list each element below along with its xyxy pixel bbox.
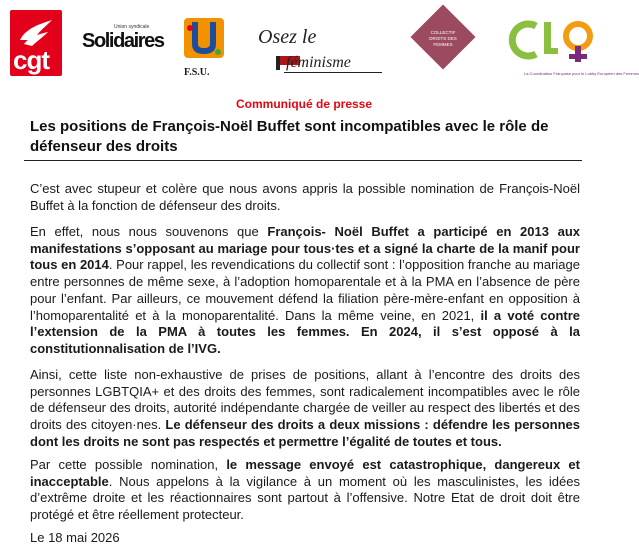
feminisme-logo-text: féminisme bbox=[286, 54, 351, 71]
page-title: Les positions de François-Noël Buffet sont incompatibles avec le rôle de défenseur des droits bbox=[30, 118, 549, 155]
cgt-logo bbox=[10, 10, 62, 76]
paragraph-2-bold: il a voté contre l’extension de la PMA à toutes les femmes. En 2024, il s’est opposé à la constitutionnalisation de l’IVG. bbox=[30, 307, 581, 356]
clf-logo bbox=[508, 16, 639, 76]
paragraph-3-bold: Le défenseur des droits a deux missions : défendre les personnes dont les droits ne sont pas respectés et permettre l’égalité de toutes et tous. bbox=[30, 417, 580, 449]
solidaires-logo-text: Solidaires bbox=[82, 30, 164, 52]
title-divider bbox=[24, 160, 582, 161]
paragraph-2 bbox=[30, 224, 580, 358]
release-date: Le 18 mai 2026 bbox=[30, 530, 120, 545]
paragraph-4 bbox=[30, 457, 580, 524]
fsu-logo-text: F.S.U. bbox=[184, 67, 210, 78]
droits-des-femmes-logo bbox=[412, 6, 474, 68]
paragraph-4-bold: le message envoyé est catastrophique, dangereux et inacceptable bbox=[30, 457, 580, 489]
paragraph-3 bbox=[30, 367, 580, 451]
osez-le-feminisme-logo bbox=[258, 26, 384, 76]
cgt-logo-text: cgt bbox=[13, 45, 49, 75]
paragraph-1: C’est avec stupeur et colère que nous avons appris la possible nomination de François-Noël Buffet à la fonction de défenseur des droits. bbox=[30, 181, 580, 213]
paragraph-3-text: Ainsi, cette liste non-exhaustive de prises de positions, allant à l’encontre des droits des personnes LGBTQIA+ et des droits des femmes, sont radicalement incompatibles avec le rôle de défenseur des droits, autorité indépendante chargée de veiller au respect des libertés et des droits des citoyen·nes. bbox=[30, 367, 580, 433]
osez-logo-text: Osez le bbox=[258, 26, 317, 48]
clf-letters-icon bbox=[508, 16, 604, 66]
paragraph-2-text: . Pour rappel, les revendications du collectif sont : l’opposition franche au mariage entre personnes de même sexe, à l’adoption homoparentale et à la PMA en l’absence de père pour l’enfant. Par ailleurs, ce mouvement défend la filiation père-mère-enfant en opposition à l’homoparentalité et à la monoparentalité. Dans la même veine, en 2021, bbox=[30, 257, 580, 323]
press-release-label: Communiqué de presse bbox=[235, 97, 373, 111]
paragraph-4-text: Par cette possible nomination, bbox=[30, 457, 227, 472]
fsu-logo bbox=[180, 16, 228, 78]
fsu-u-icon bbox=[180, 16, 228, 66]
paragraph-2-bold: François- Noël Buffet a participé en 2013 aux manifestations s’opposant au mariage pour tous·tes et a signé la charte de la manif pour tous en 2014 bbox=[30, 224, 580, 273]
paragraph-2-text: En effet, nous nous souvenons que bbox=[30, 224, 268, 239]
paragraph-4-text: . Nous appelons à la vigilance à un moment où les masculinistes, les idées d’extrême droite et les réactionnaires sont partout à l’offensive. Notre Etat de droit doit être protégé et être réellement protecteur. bbox=[30, 473, 580, 523]
logo-bar bbox=[0, 0, 639, 90]
osez-underline bbox=[284, 72, 382, 73]
clf-logo-text: La Coordination Française pour le Lobby Européen des Femmes bbox=[524, 71, 639, 76]
solidaires-logo bbox=[82, 24, 164, 64]
droits-logo-text: COLLECTIF DROITS DES FEMMES bbox=[429, 30, 457, 47]
solidaires-small-text: Union syndicale bbox=[114, 24, 150, 30]
